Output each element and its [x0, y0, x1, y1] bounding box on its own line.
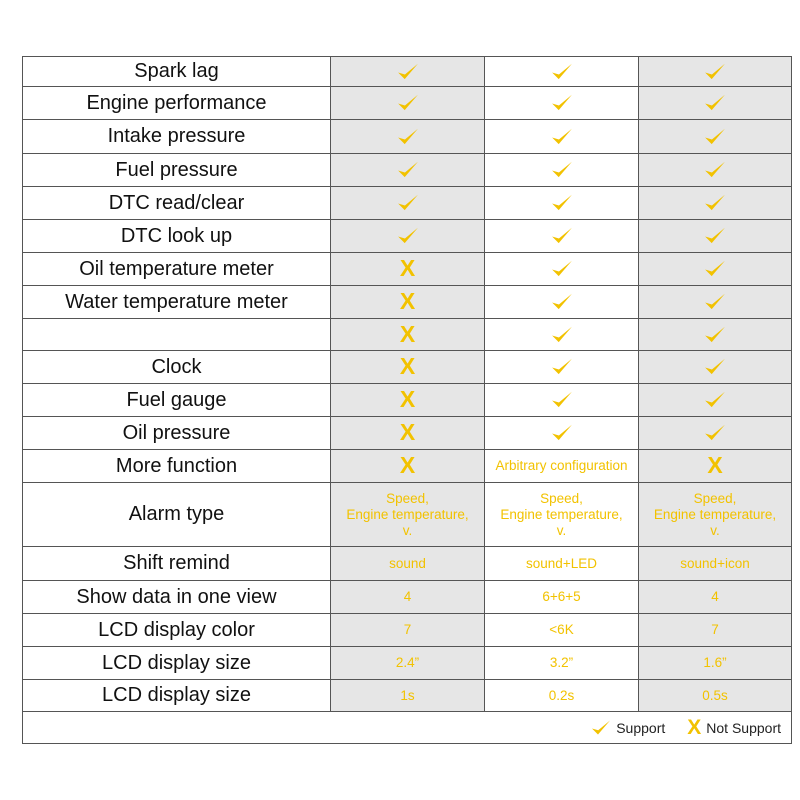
table-cell [485, 319, 639, 351]
cell-value: sound+icon [680, 555, 750, 571]
table-cell [639, 220, 792, 253]
legend-not-support [687, 717, 781, 738]
table-cell [485, 417, 639, 450]
table-cell [485, 680, 639, 712]
check-icon [551, 324, 573, 346]
row-label: Oil temperature meter [23, 253, 331, 286]
table-row [23, 57, 792, 87]
table-cell [331, 417, 485, 450]
cell-value: 4 [711, 589, 719, 604]
table-row [23, 680, 792, 712]
table-cell [331, 319, 485, 351]
table-cell [639, 417, 792, 450]
table-row [23, 483, 792, 547]
table-cell [485, 220, 639, 253]
x-icon: X [399, 288, 416, 314]
check-icon [551, 422, 573, 444]
cell-value-line: Speed, [540, 490, 583, 506]
check-icon [551, 258, 573, 280]
cell-value: sound [389, 555, 426, 571]
check-icon [704, 324, 726, 346]
cell-value: 2.4” [395, 655, 420, 670]
table-cell [485, 483, 639, 547]
table-row [23, 547, 792, 581]
comparison-table [22, 56, 792, 744]
cell-value: 7 [711, 622, 719, 637]
check-icon [397, 92, 419, 114]
table-row [23, 154, 792, 187]
cell-value-line: v. [402, 522, 413, 538]
row-label: Shift remind [23, 547, 331, 581]
row-label: Fuel gauge [23, 384, 331, 417]
x-icon: X [399, 452, 416, 478]
check-icon [551, 159, 573, 181]
table-cell [485, 57, 639, 87]
cell-value-line: v. [556, 522, 567, 538]
table-row [23, 253, 792, 286]
table-cell [485, 384, 639, 417]
x-icon: X [399, 419, 416, 445]
table-cell [639, 187, 792, 220]
check-icon [704, 126, 726, 148]
x-icon: X [399, 353, 416, 379]
legend-not-support-label: Not Support [706, 719, 781, 736]
row-label: LCD display color [23, 614, 331, 647]
check-icon [704, 291, 726, 313]
table-cell [485, 87, 639, 120]
table-cell [331, 286, 485, 319]
row-label: Oil pressure [23, 417, 331, 450]
row-label [23, 319, 331, 351]
check-icon [397, 159, 419, 181]
table-cell [331, 614, 485, 647]
cell-value: 6+6+5 [542, 589, 581, 604]
table-cell [639, 154, 792, 187]
table-cell [331, 220, 485, 253]
table-row [23, 647, 792, 680]
table-cell [331, 384, 485, 417]
table-cell [639, 351, 792, 384]
row-label: Clock [23, 351, 331, 384]
table-cell [639, 614, 792, 647]
check-icon [704, 92, 726, 114]
row-label: Water temperature meter [23, 286, 331, 319]
check-icon [551, 356, 573, 378]
row-label: More function [23, 450, 331, 483]
legend [23, 717, 791, 738]
cell-value: <6K [549, 622, 574, 637]
cell-value: Arbitrary configuration [495, 458, 628, 473]
check-icon [551, 126, 573, 148]
table-cell [331, 87, 485, 120]
check-icon [704, 225, 726, 247]
cell-value: 0.2s [548, 687, 575, 703]
table-cell [639, 581, 792, 614]
table-cell [331, 253, 485, 286]
row-label: Spark lag [23, 57, 331, 87]
table-cell [331, 351, 485, 384]
comparison-table-body [23, 57, 792, 712]
table-row [23, 351, 792, 384]
table-cell [485, 120, 639, 154]
table-cell [485, 154, 639, 187]
legend-row [23, 712, 792, 744]
cell-value-line: Speed, [693, 490, 737, 506]
check-icon [704, 389, 726, 411]
table-cell [331, 154, 485, 187]
check-icon [397, 126, 419, 148]
row-label: Fuel pressure [23, 154, 331, 187]
table-cell [639, 450, 792, 483]
cell-value-line: Speed, [386, 490, 429, 506]
table-cell [485, 614, 639, 647]
cell-value-line: Engine temperature, [653, 506, 777, 522]
table-cell [639, 680, 792, 712]
cell-value: 4 [403, 589, 412, 604]
check-icon [551, 92, 573, 114]
table-row [23, 319, 792, 351]
cell-value: sound+LED [526, 555, 597, 571]
table-row [23, 384, 792, 417]
table-row [23, 614, 792, 647]
check-icon [704, 192, 726, 214]
table-cell [485, 581, 639, 614]
check-icon [397, 225, 419, 247]
table-row [23, 220, 792, 253]
row-label: Intake pressure [23, 120, 331, 154]
row-label: DTC look up [23, 220, 331, 253]
table-row [23, 120, 792, 154]
row-label: Show data in one view [23, 581, 331, 614]
table-cell [639, 120, 792, 154]
table-row [23, 187, 792, 220]
table-row [23, 87, 792, 120]
check-icon [704, 61, 726, 83]
table-cell [331, 483, 485, 547]
x-icon: X [687, 716, 702, 739]
cell-value: 0.5s [702, 687, 728, 703]
legend-cell [23, 712, 792, 744]
table-cell [639, 286, 792, 319]
table-cell [331, 450, 485, 483]
check-icon [704, 258, 726, 280]
table-cell [331, 581, 485, 614]
table-cell [485, 286, 639, 319]
table-row [23, 417, 792, 450]
cell-value-line: Engine temperature, [346, 506, 469, 522]
check-icon [704, 159, 726, 181]
table-cell [331, 680, 485, 712]
check-icon [551, 225, 573, 247]
row-label: Engine performance [23, 87, 331, 120]
table-cell [639, 87, 792, 120]
table-cell [639, 483, 792, 547]
table-cell [639, 647, 792, 680]
check-icon [704, 422, 726, 444]
check-icon [397, 61, 419, 83]
x-icon: X [399, 320, 416, 347]
table-cell [485, 547, 639, 581]
table-row [23, 581, 792, 614]
table-cell [331, 57, 485, 87]
table-cell [331, 187, 485, 220]
row-label: Alarm type [23, 483, 331, 547]
table-row [23, 286, 792, 319]
table-cell [485, 647, 639, 680]
cell-value: 1.6” [703, 655, 727, 670]
check-icon [397, 192, 419, 214]
cell-value: 3.2” [549, 655, 574, 670]
table-cell [331, 120, 485, 154]
check-icon [591, 718, 611, 738]
check-icon [551, 389, 573, 411]
table-cell [485, 187, 639, 220]
cell-value: 7 [403, 622, 412, 637]
x-icon: X [707, 452, 723, 478]
cell-value-line: v. [710, 522, 720, 538]
check-icon [551, 61, 573, 83]
table-row [23, 450, 792, 483]
table-cell [639, 253, 792, 286]
table-cell [331, 647, 485, 680]
table-cell [639, 384, 792, 417]
cell-value: 1s [400, 687, 415, 703]
x-icon: X [399, 386, 416, 412]
check-icon [704, 356, 726, 378]
table-cell [639, 547, 792, 581]
row-label: LCD display size [23, 680, 331, 712]
x-icon: X [399, 255, 416, 281]
table-cell [485, 253, 639, 286]
row-label: LCD display size [23, 647, 331, 680]
table-cell [485, 351, 639, 384]
legend-support-label: Support [616, 719, 666, 736]
table-cell [331, 547, 485, 581]
table-cell [485, 450, 639, 483]
table-cell [639, 319, 792, 351]
check-icon [551, 192, 573, 214]
row-label: DTC read/clear [23, 187, 331, 220]
table-cell [639, 57, 792, 87]
cell-value-line: Engine temperature, [500, 506, 623, 522]
check-icon [551, 291, 573, 313]
legend-support [591, 718, 665, 738]
